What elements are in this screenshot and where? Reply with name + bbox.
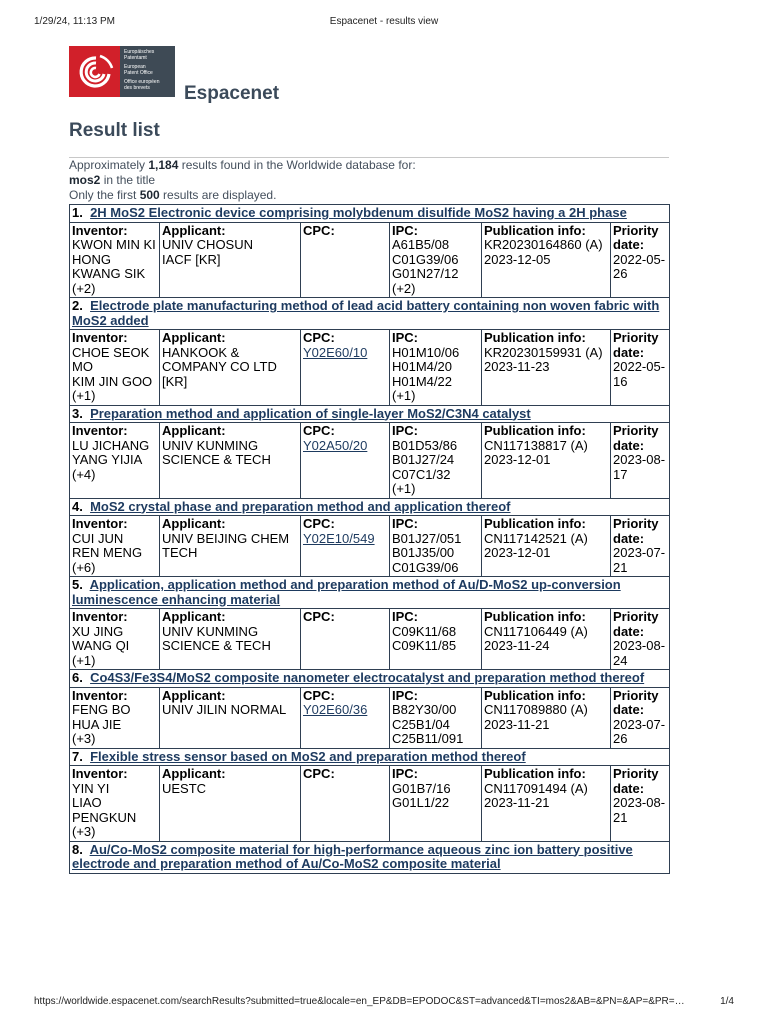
field-label: CPC: bbox=[303, 330, 335, 345]
priority-cell bbox=[611, 687, 670, 748]
field-label: CPC: bbox=[303, 609, 335, 624]
priority-cell bbox=[611, 766, 670, 842]
ipc-cell bbox=[390, 516, 482, 577]
inventor-name: (+3) bbox=[72, 824, 96, 839]
result-detail-row bbox=[70, 609, 670, 670]
result-title-cell bbox=[70, 498, 670, 516]
query-term: mos2 bbox=[69, 173, 101, 187]
print-footer bbox=[34, 996, 734, 1010]
field-label: Priority date: bbox=[613, 609, 659, 639]
publication-cell bbox=[482, 687, 611, 748]
publication-value: CN117106449 (A) bbox=[484, 623, 588, 639]
applicant-name: UNIV KUNMING SCIENCE & TECH bbox=[162, 623, 271, 653]
field-label: CPC: bbox=[303, 687, 335, 703]
epo-logo-text: Europäisches Patentamt European Patent Office Office européen des brevets bbox=[120, 46, 175, 97]
result-detail-row bbox=[70, 516, 670, 577]
print-document-title: Espacenet - results view bbox=[329, 16, 439, 27]
field-label: CPC: bbox=[303, 423, 335, 438]
inventor-name: WANG QI bbox=[72, 638, 130, 653]
publication-value: CN117091494 (A) bbox=[484, 780, 588, 796]
publication-value: CN117089880 (A) bbox=[484, 702, 588, 717]
print-date: 1/29/24, 11:13 PM bbox=[34, 16, 115, 27]
priority-cell bbox=[611, 516, 670, 577]
field-label: Applicant: bbox=[162, 766, 226, 781]
inventor-name: (+3) bbox=[72, 731, 96, 746]
results-count-line: Approximately 1,184 results found in the Worldwide database for: bbox=[69, 158, 416, 172]
publication-value: 2023-12-01 bbox=[484, 452, 551, 467]
result-title-cell bbox=[70, 670, 670, 688]
result-title-cell bbox=[70, 298, 670, 330]
field-label: Publication info: bbox=[484, 423, 586, 438]
field-label: Inventor: bbox=[72, 222, 128, 238]
result-number: 5. bbox=[72, 577, 83, 592]
field-label: Priority date: bbox=[613, 687, 659, 717]
cpc-cell bbox=[301, 222, 390, 298]
field-label: Publication info: bbox=[484, 222, 586, 238]
inventor-cell bbox=[70, 687, 160, 748]
ipc-code: C07C1/32 bbox=[392, 466, 451, 482]
inventor-name: FENG BO bbox=[72, 702, 131, 717]
cpc-cell bbox=[301, 516, 390, 577]
cpc-link[interactable]: Y02E60/10 bbox=[303, 344, 368, 360]
inventor-name: (+6) bbox=[72, 559, 96, 575]
field-label: Applicant: bbox=[162, 687, 226, 703]
print-header bbox=[34, 16, 734, 30]
applicant-cell bbox=[160, 423, 301, 499]
cpc-cell bbox=[301, 766, 390, 842]
result-title-link[interactable]: Application, application method and preparation method of Au/D-MoS2 up-conversion luminescence enhancing material bbox=[72, 577, 621, 607]
publication-value: 2023-11-23 bbox=[484, 359, 550, 374]
ipc-cell bbox=[390, 687, 482, 748]
ipc-cell bbox=[390, 766, 482, 842]
field-label: Priority date: bbox=[613, 222, 659, 252]
result-title-link[interactable]: Au/Co-MoS2 composite material for high-performance aqueous zinc ion battery positive electrode and preparation method of Au/Co-MoS2 composite material bbox=[72, 841, 633, 871]
field-label: Inventor: bbox=[72, 609, 128, 624]
results-table bbox=[69, 204, 670, 874]
field-label: Applicant: bbox=[162, 330, 226, 345]
page-title: Result list bbox=[69, 120, 160, 141]
applicant-name: IACF [KR] bbox=[162, 251, 221, 267]
priority-cell bbox=[611, 222, 670, 298]
ipc-code: G01N27/12 bbox=[392, 266, 459, 281]
priority-date: 2023-07-26 bbox=[613, 716, 666, 746]
result-title-row bbox=[70, 205, 670, 223]
field-label: Publication info: bbox=[484, 609, 586, 624]
ipc-code: B01J27/24 bbox=[392, 452, 455, 467]
field-label: Applicant: bbox=[162, 516, 226, 531]
field-label: Inventor: bbox=[72, 766, 128, 781]
cpc-cell bbox=[301, 609, 390, 670]
field-label: Applicant: bbox=[162, 222, 226, 238]
result-title-link[interactable]: MoS2 crystal phase and preparation method and application thereof bbox=[90, 498, 511, 514]
priority-date: 2022-05-16 bbox=[613, 359, 666, 389]
result-number: 4. bbox=[72, 498, 83, 514]
inventor-cell bbox=[70, 516, 160, 577]
result-title-link[interactable]: Preparation method and application of single-layer MoS2/C3N4 catalyst bbox=[90, 405, 531, 421]
field-label: IPC: bbox=[392, 687, 418, 703]
applicant-cell bbox=[160, 330, 301, 406]
field-label: IPC: bbox=[392, 222, 418, 238]
field-label: IPC: bbox=[392, 330, 418, 345]
result-title-row bbox=[70, 405, 670, 423]
inventor-name: LIAO PENGKUN bbox=[72, 795, 137, 825]
priority-date: 2022-05-26 bbox=[613, 251, 666, 281]
print-url: https://worldwide.espacenet.com/searchResults?submitted=true&locale=en_EP&DB=EPODOC&ST=advanced&TI=mos2&AB=&PN=&AP=&PR=… bbox=[34, 996, 685, 1007]
applicant-name: UESTC bbox=[162, 780, 207, 796]
ipc-code: B01D53/86 bbox=[392, 437, 458, 453]
field-label: Priority date: bbox=[613, 330, 659, 360]
ipc-code: B01J35/00 bbox=[392, 545, 455, 560]
publication-value: CN117142521 (A) bbox=[484, 530, 588, 546]
publication-value: 2023-11-21 bbox=[484, 795, 550, 810]
epo-logo[interactable] bbox=[69, 46, 175, 97]
inventor-name: (+1) bbox=[72, 652, 96, 668]
applicant-cell bbox=[160, 687, 301, 748]
result-title-link[interactable]: Electrode plate manufacturing method of lead acid battery containing non woven fabric with MoS2 added bbox=[72, 298, 660, 328]
field-label: CPC: bbox=[303, 516, 335, 531]
publication-cell bbox=[482, 609, 611, 670]
ipc-code: (+2) bbox=[392, 280, 416, 296]
ipc-code: C25B11/091 bbox=[392, 731, 464, 746]
publication-value: KR20230164860 (A) bbox=[484, 237, 603, 252]
result-title-row bbox=[70, 498, 670, 516]
field-label: Priority date: bbox=[613, 423, 659, 453]
field-label: Applicant: bbox=[162, 609, 226, 624]
priority-cell bbox=[611, 609, 670, 670]
display-limit-line: Only the first 500 results are displayed. bbox=[69, 188, 277, 202]
results-count: 1,184 bbox=[148, 158, 179, 172]
result-title-row bbox=[70, 298, 670, 330]
priority-cell bbox=[611, 330, 670, 406]
ipc-code: (+1) bbox=[392, 388, 416, 403]
ipc-code: H01M4/22 bbox=[392, 373, 452, 389]
result-detail-row bbox=[70, 687, 670, 748]
result-title-link[interactable]: Flexible stress sensor based on MoS2 and preparation method thereof bbox=[90, 748, 526, 764]
publication-value: 2023-11-21 bbox=[484, 716, 550, 732]
query-line: mos2 in the title bbox=[69, 173, 156, 187]
inventor-name: KWON MIN KI bbox=[72, 237, 156, 252]
brand-name: Espacenet bbox=[184, 83, 280, 104]
cpc-cell bbox=[301, 423, 390, 499]
result-number: 1. bbox=[72, 205, 83, 220]
field-label: CPC: bbox=[303, 766, 335, 781]
result-title-row bbox=[70, 670, 670, 688]
inventor-name: HUA JIE bbox=[72, 716, 122, 732]
result-title-link[interactable]: Co4S3/Fe3S4/MoS2 composite nanometer electrocatalyst and preparation method thereof bbox=[90, 670, 645, 685]
applicant-cell bbox=[160, 516, 301, 577]
result-detail-row bbox=[70, 222, 670, 298]
field-label: IPC: bbox=[392, 516, 418, 531]
publication-cell bbox=[482, 222, 611, 298]
ipc-code: C09K11/68 bbox=[392, 623, 457, 639]
cpc-link[interactable]: Y02A50/20 bbox=[303, 437, 368, 453]
inventor-name: YANG YIJIA bbox=[72, 452, 143, 467]
ipc-code: G01L1/22 bbox=[392, 795, 450, 810]
ipc-cell bbox=[390, 330, 482, 406]
field-label: Publication info: bbox=[484, 330, 586, 345]
field-label: Publication info: bbox=[484, 516, 586, 531]
results-summary bbox=[69, 158, 669, 203]
priority-cell bbox=[611, 423, 670, 499]
publication-cell bbox=[482, 423, 611, 499]
publication-value: 2023-11-24 bbox=[484, 638, 550, 653]
priority-date: 2023-08-21 bbox=[613, 795, 666, 825]
field-label: IPC: bbox=[392, 766, 418, 781]
inventor-name: REN MENG bbox=[72, 545, 143, 560]
inventor-name: LU JICHANG bbox=[72, 437, 150, 453]
applicant-cell bbox=[160, 222, 301, 298]
result-title-cell bbox=[70, 205, 670, 223]
result-title-link[interactable]: 2H MoS2 Electronic device comprising molybdenum disulfide MoS2 having a 2H phase bbox=[90, 205, 627, 220]
applicant-name: UNIV JILIN NORMAL bbox=[162, 702, 287, 717]
applicant-name: UNIV BEIJING CHEM TECH bbox=[162, 530, 290, 560]
result-title-row bbox=[70, 841, 670, 873]
inventor-cell bbox=[70, 330, 160, 406]
publication-value: KR20230159931 (A) bbox=[484, 344, 603, 360]
applicant-cell bbox=[160, 766, 301, 842]
epo-logo-mark-icon bbox=[69, 46, 120, 97]
field-label: Publication info: bbox=[484, 687, 586, 703]
result-number: 3. bbox=[72, 405, 83, 421]
cpc-cell bbox=[301, 687, 390, 748]
inventor-name: KIM JIN GOO bbox=[72, 373, 153, 389]
display-limit: 500 bbox=[139, 188, 160, 202]
field-label: Publication info: bbox=[484, 766, 586, 781]
result-detail-row bbox=[70, 330, 670, 406]
inventor-name: (+4) bbox=[72, 466, 96, 482]
field-label: Applicant: bbox=[162, 423, 226, 438]
priority-date: 2023-07-21 bbox=[613, 545, 666, 575]
field-label: Priority date: bbox=[613, 516, 659, 546]
publication-cell bbox=[482, 330, 611, 406]
ipc-code: B01J27/051 bbox=[392, 530, 462, 546]
priority-date: 2023-08-24 bbox=[613, 638, 666, 668]
applicant-name: UNIV KUNMING SCIENCE & TECH bbox=[162, 437, 271, 467]
field-label: Inventor: bbox=[72, 516, 128, 531]
ipc-code: C25B1/04 bbox=[392, 716, 450, 732]
inventor-cell bbox=[70, 222, 160, 298]
ipc-code: G01B7/16 bbox=[392, 780, 451, 796]
ipc-code: C01G39/06 bbox=[392, 251, 459, 267]
cpc-link[interactable]: Y02E10/549 bbox=[303, 530, 375, 546]
priority-date: 2023-08-17 bbox=[613, 452, 666, 482]
field-label: Inventor: bbox=[72, 423, 128, 438]
result-number: 6. bbox=[72, 670, 83, 685]
applicant-name: UNIV CHOSUN bbox=[162, 237, 254, 252]
ipc-cell bbox=[390, 423, 482, 499]
page-number: 1/4 bbox=[720, 996, 734, 1007]
field-label: Inventor: bbox=[72, 687, 128, 703]
applicant-cell bbox=[160, 609, 301, 670]
inventor-name: YIN YI bbox=[72, 780, 110, 796]
ipc-cell bbox=[390, 609, 482, 670]
result-detail-row bbox=[70, 423, 670, 499]
inventor-name: CUI JUN bbox=[72, 530, 124, 546]
ipc-code: (+1) bbox=[392, 481, 416, 496]
field-label: CPC: bbox=[303, 222, 335, 238]
ipc-code: A61B5/08 bbox=[392, 237, 450, 252]
field-label: Inventor: bbox=[72, 330, 128, 345]
applicant-name: HANKOOK & COMPANY CO LTD [KR] bbox=[162, 344, 277, 389]
ipc-code: C01G39/06 bbox=[392, 559, 459, 575]
result-title-row bbox=[70, 577, 670, 609]
publication-value: 2023-12-05 bbox=[484, 251, 551, 267]
inventor-name: XU JING bbox=[72, 623, 124, 639]
result-number: 2. bbox=[72, 298, 83, 313]
result-title-cell bbox=[70, 405, 670, 423]
ipc-code: B82Y30/00 bbox=[392, 702, 457, 717]
result-detail-row bbox=[70, 766, 670, 842]
inventor-name: CHOE SEOK MO bbox=[72, 344, 150, 374]
field-label: IPC: bbox=[392, 423, 418, 438]
field-label: Priority date: bbox=[613, 766, 659, 796]
result-title-cell bbox=[70, 841, 670, 873]
inventor-cell bbox=[70, 609, 160, 670]
inventor-cell bbox=[70, 766, 160, 842]
publication-cell bbox=[482, 516, 611, 577]
result-title-cell bbox=[70, 577, 670, 609]
result-number: 7. bbox=[72, 748, 83, 764]
inventor-name: (+1) bbox=[72, 388, 96, 403]
inventor-name: HONG KWANG SIK bbox=[72, 251, 146, 281]
inventor-cell bbox=[70, 423, 160, 499]
publication-value: CN117138817 (A) bbox=[484, 437, 588, 453]
ipc-cell bbox=[390, 222, 482, 298]
result-title-cell bbox=[70, 748, 670, 766]
publication-cell bbox=[482, 766, 611, 842]
field-label: IPC: bbox=[392, 609, 418, 624]
inventor-name: (+2) bbox=[72, 280, 96, 296]
result-number: 8. bbox=[72, 841, 83, 857]
ipc-code: H01M10/06 bbox=[392, 344, 460, 360]
cpc-link[interactable]: Y02E60/36 bbox=[303, 702, 368, 717]
ipc-code: C09K11/85 bbox=[392, 638, 457, 653]
cpc-cell bbox=[301, 330, 390, 406]
publication-value: 2023-12-01 bbox=[484, 545, 551, 560]
ipc-code: H01M4/20 bbox=[392, 359, 452, 374]
result-title-row bbox=[70, 748, 670, 766]
